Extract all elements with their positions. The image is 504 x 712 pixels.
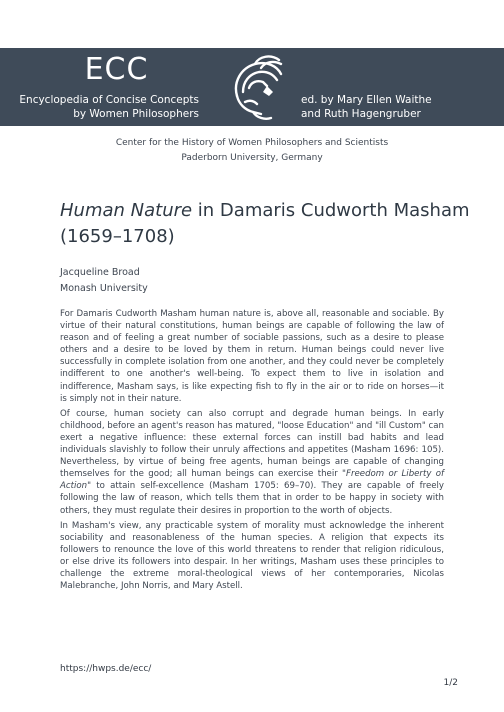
paragraph-2-part-b: " to attain self-excellence (Masham 1705: 69–70). They are capable of freely following the law of reason, which tells them that in order to be happy in society with others, they must regulate their desires in proportion to the worth of objects. xyxy=(60,481,444,516)
author-affiliation: Monash University xyxy=(60,283,148,294)
paragraph-2-part-a: Of course, human society can also corrupt and degrade human beings. In early childhood, before an agent's reason has matured, "loose Education" and "ill Custom" can exert a negative influence: these external forces can instill bad habits and lead individuals slavishly to follow their unruly affections and appetites (Masham 1696: 105). Nevertheless, by virtue of being free agents, human beings are capable of changing themselves for the good; all human beings can exercise their " xyxy=(60,408,444,480)
paragraph-2 xyxy=(60,408,444,517)
paragraph-2-italic: Freedom or Liberty of Action xyxy=(60,469,444,492)
article-body xyxy=(60,308,444,595)
series-line-2: by Women Philosophers xyxy=(73,108,199,120)
author-name: Jacqueline Broad xyxy=(60,267,140,278)
article-title xyxy=(60,198,480,250)
page-number: 1/2 xyxy=(443,678,458,688)
institution-line-1: Center for the History of Women Philosophers and Scientists xyxy=(115,138,389,148)
institution-line-2: Paderborn University, Germany xyxy=(181,153,323,163)
institution-info xyxy=(0,136,504,166)
header-banner xyxy=(0,48,504,126)
series-title xyxy=(19,93,199,121)
editors xyxy=(301,93,432,121)
series-line-1: Encyclopedia of Concise Concepts xyxy=(19,94,199,106)
athena-helmet-icon xyxy=(215,52,295,124)
paragraph-1: For Damaris Cudworth Masham human nature is, above all, reasonable and sociable. By virtue of their natural constitutions, human beings are capable of following the law of reason and of feeling a great number of sociable passions, such as a desire to please others and a desire to be loved by them in return. Human beings could never live successfully in complete isolation from one another, and they could never be completely indifferent to one another's well-being. To expect them to live in isolation and indifference, Masham says, is like expecting fish to fly in the air or to ride on horses—it is simply not in their nature. xyxy=(60,309,444,404)
author-block xyxy=(60,265,148,297)
footer-url-link[interactable]: https://hwps.de/ecc/ xyxy=(60,664,152,674)
editors-line-1: ed. by Mary Ellen Waithe xyxy=(301,94,432,106)
article-title-rest: in Damaris Cudworth Masham (1659–1708) xyxy=(60,200,470,247)
editors-line-2: and Ruth Hagengruber xyxy=(301,108,421,120)
paragraph-3: In Masham's view, any practicable system of morality must acknowledge the inherent sociability and reasonableness of the human species. A religion that expects its followers to renounce the love of this world threatens to render that religion ridiculous, or else drive its followers into despair. In her writings, Masham uses these principles to challenge the extreme moral-theological views of her contemporaries, Nicolas Malebranche, John Norris, and Mary Astell. xyxy=(60,520,444,592)
article-title-italic: Human Nature xyxy=(60,200,193,221)
ecc-acronym: ECC xyxy=(84,52,149,87)
